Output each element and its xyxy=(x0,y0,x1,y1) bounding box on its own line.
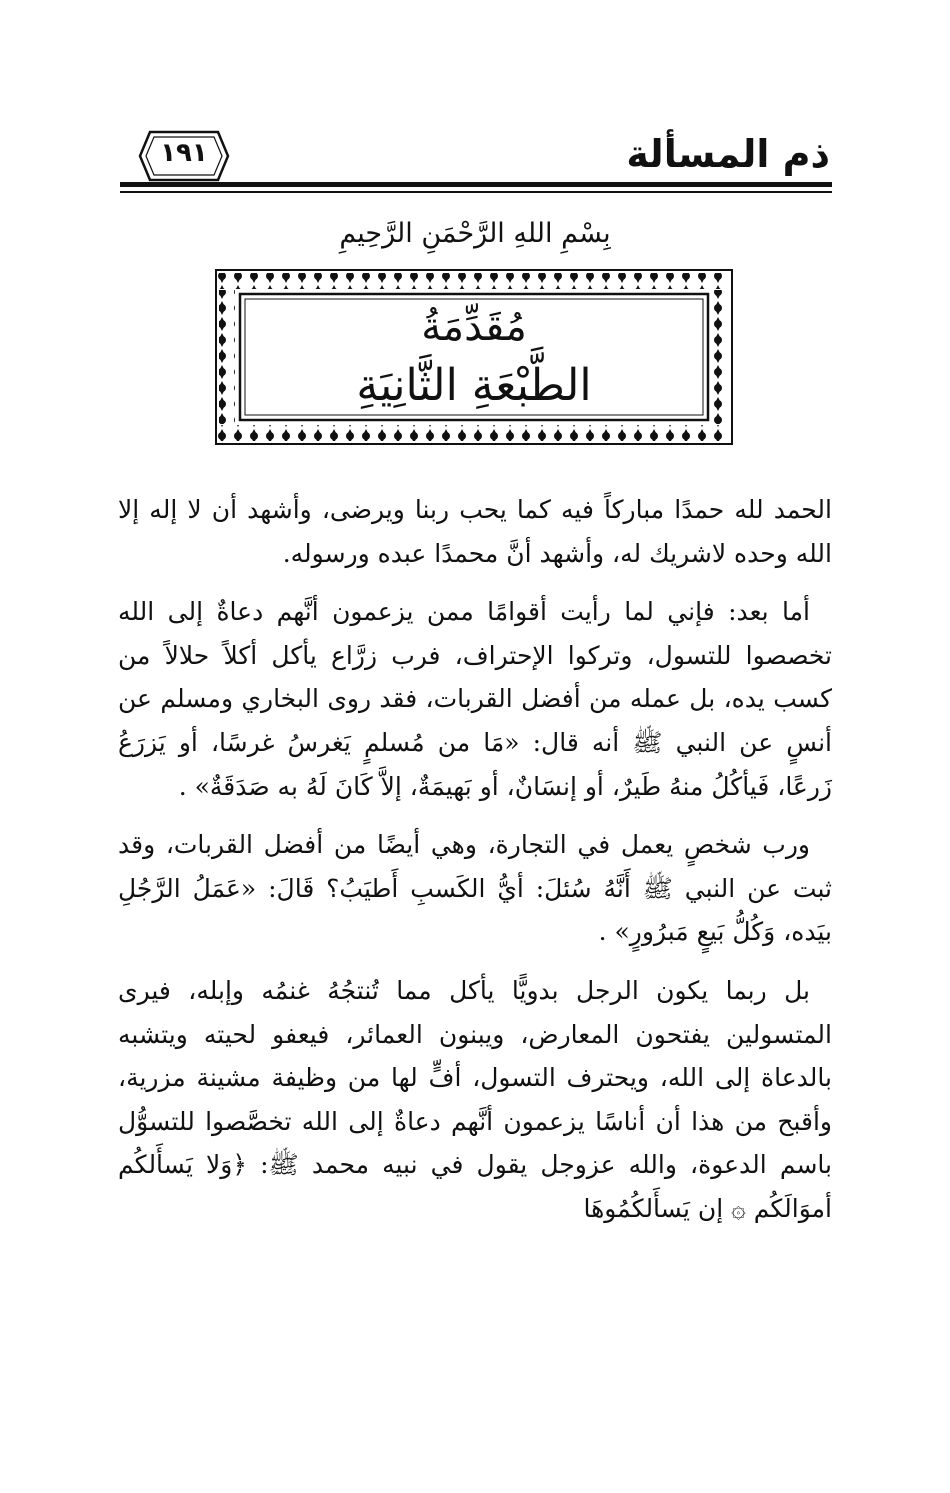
ornament-border-icon xyxy=(214,268,734,446)
page-number: ١٩١ xyxy=(160,138,208,168)
basmala: بِسْمِ اللهِ الرَّحْمَنِ الرَّحِيمِ xyxy=(339,218,611,249)
section-title-line2: الطَّبْعَةِ الثَّانِيَةِ xyxy=(356,360,592,411)
page-number-badge xyxy=(138,128,230,184)
section-title-line1: مُقَدِّمَةُ xyxy=(421,304,527,350)
body-text xyxy=(118,488,832,1246)
paragraph-3: ورب شخصٍ يعمل في التجارة، وهي أيضًا من أفضل القربات، وقد ثبت عن النبي ﷺ أَنَّهُ سُئلَ: أيُّ الكَسبِ أَطيَبُ؟ قَالَ: «عَمَلُ الرَّجُلِ بيَده، وَكُلُّ بَيعٍ مَبرُورٍ» . xyxy=(118,830,832,947)
paragraph-2: أما بعد: فإني لما رأيت أقوامًا ممن يزعمون أنَّهم دعاةٌ إلى الله تخصصوا للتسول، وتركوا الإحتراف، فرب زرَّاع يأكل أكلاً حلالاً من كسب يده، بل عمله من أفضل القربات، فقد روى البخاري ومسلم عن أنسٍ عن النبي ﷺ أنه قال: «مَا من مُسلمٍ يَغرسُ غرسًا، أو يَزرَعُ زَرعًا، فَيأكُلُ منهُ طَيرٌ، أو إنسَانٌ، أو بَهيمَةٌ، إلاَّ كَانَ لَهُ به صَدَقَةٌ» . xyxy=(118,597,832,801)
header-rule-thin xyxy=(120,191,832,193)
ornate-title-frame xyxy=(214,268,734,446)
paragraph-1: الحمد لله حمدًا مباركاً فيه كما يحب ربنا ويرضى، وأشهد أن لا إله إلا الله وحده لاشريك له، وأشهد أنَّ محمدًا عبده ورسوله. xyxy=(118,495,832,568)
running-header-title: ذم المسألة xyxy=(626,132,830,176)
paragraph-4: بل ربما يكون الرجل بدويًّا يأكل مما تُنتجُهُ غنمُه وإبله، فيرى المتسولين يفتحون المعارض، ويبنون العمائر، فيعفو لحيته ويتشبه بالدعاة إلى الله، ويحترف التسول، أفٍّ لها من وظيفة مشينة مزرية، وأقبح من هذا أن أناسًا يزعمون أنَّهم دعاةٌ إلى الله تخصَّصوا للتسوُّل باسم الدعوة، والله عزوجل يقول في نبيه محمد ﷺ: ﴿وَلا يَسأَلكُم أموَالَكُم ۞ إن يَسأَلكُمُوهَا xyxy=(118,975,832,1223)
header-rule xyxy=(120,182,832,187)
